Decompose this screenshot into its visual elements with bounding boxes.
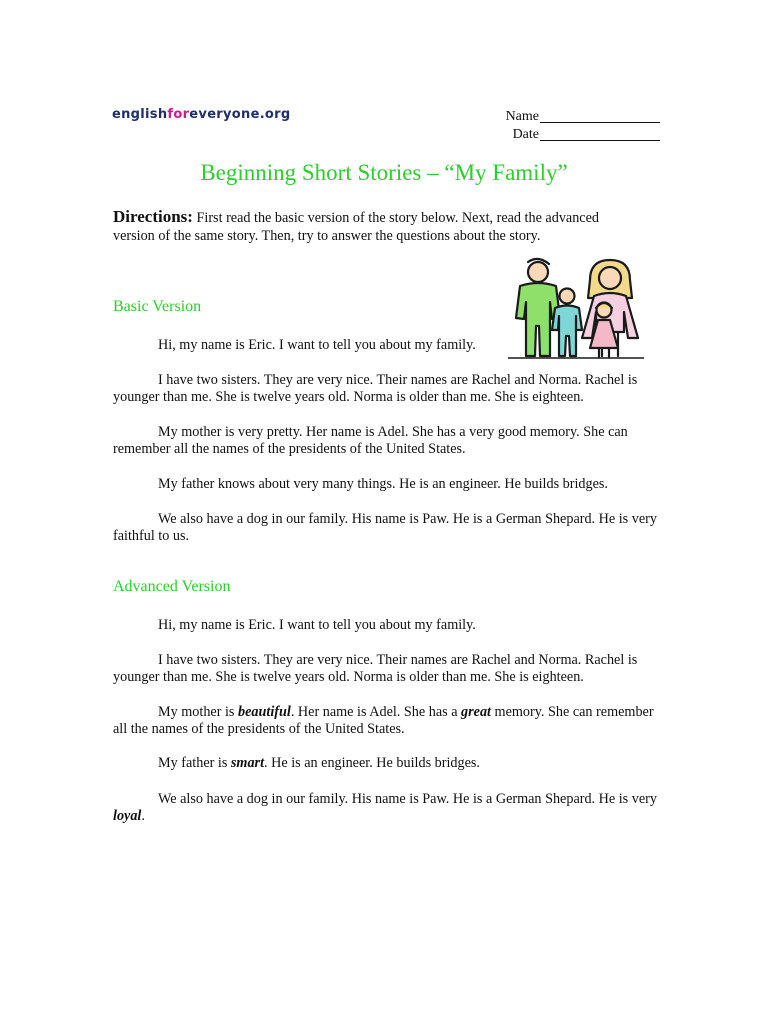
name-blank-line[interactable] — [540, 108, 660, 123]
advanced-paragraph-2 — [113, 652, 658, 686]
date-label: Date — [512, 127, 539, 142]
emphasis-beautiful: beautiful — [238, 704, 291, 720]
advanced-p5-text-a: We also have a dog in our family. His name is Paw. He is a German Shepard. He is very — [158, 791, 657, 807]
basic-paragraph-2 — [113, 372, 658, 406]
basic-version-heading: Basic Version — [113, 298, 202, 315]
basic-paragraph-5 — [113, 511, 658, 545]
emphasis-great: great — [461, 704, 491, 720]
advanced-version-heading: Advanced Version — [113, 578, 231, 595]
advanced-p3-text-c: . Her name is Adel. She has a — [290, 704, 462, 720]
name-label: Name — [505, 109, 539, 124]
emphasis-smart: smart — [230, 755, 265, 771]
advanced-paragraph-1 — [113, 617, 658, 634]
basic-paragraph-4 — [113, 476, 658, 493]
basic-p2-text: I have two sisters. They are very nice. Their names are Rachel and Norma. Rachel is younger than me. She is twelve years old. Norma is older than me. She is eighteen. — [113, 372, 638, 405]
logo-part-english: english — [112, 107, 168, 122]
logo-part-everyone: everyone.org — [189, 107, 291, 122]
advanced-paragraph-4 — [113, 755, 658, 772]
directions — [113, 208, 643, 245]
advanced-p4-text-a: My father is — [158, 755, 231, 771]
advanced-p3-text-a: My mother is — [158, 704, 238, 720]
date-field[interactable] — [480, 126, 660, 144]
advanced-p2-text: I have two sisters. They are very nice. Their names are Rachel and Norma. Rachel is younger than me. She is twelve years old. Norma is older than me. She is eighteen. — [113, 652, 638, 685]
advanced-p5-text-c: . — [141, 808, 145, 824]
basic-p3-text: My mother is very pretty. Her name is Adel. She has a very good memory. She can remember all the names of the presidents of the United States. — [113, 424, 628, 457]
directions-lead: Directions: — [113, 207, 193, 226]
basic-paragraph-3 — [113, 424, 658, 458]
emphasis-loyal: loyal — [113, 808, 142, 824]
basic-p1-text: Hi, my name is Eric. I want to tell you about my family. — [158, 337, 476, 353]
advanced-paragraph-3 — [113, 704, 658, 738]
advanced-p1-text: Hi, my name is Eric. I want to tell you about my family. — [158, 617, 476, 633]
site-logo — [112, 107, 290, 122]
student-fields — [480, 108, 660, 144]
page-title: Beginning Short Stories – “My Family” — [200, 160, 568, 185]
basic-paragraph-1 — [113, 337, 658, 354]
basic-p4-text: My father knows about very many things. He is an engineer. He builds bridges. — [158, 476, 608, 492]
basic-p5-text: We also have a dog in our family. His name is Paw. He is a German Shepard. He is very faithful to us. — [113, 511, 657, 544]
advanced-p4-text-c: . He is an engineer. He builds bridges. — [264, 755, 480, 771]
advanced-paragraph-5 — [113, 791, 658, 825]
directions-text: First read the basic version of the story below. Next, read the advanced version of the same story. Then, try to answer the questions about the story. — [113, 210, 600, 244]
date-blank-line[interactable] — [540, 126, 660, 141]
name-field[interactable] — [480, 108, 660, 126]
logo-part-for: for — [167, 107, 190, 122]
advanced-p3-text-e: memory. She can remember all the names of the presidents of the United States. — [113, 704, 654, 737]
